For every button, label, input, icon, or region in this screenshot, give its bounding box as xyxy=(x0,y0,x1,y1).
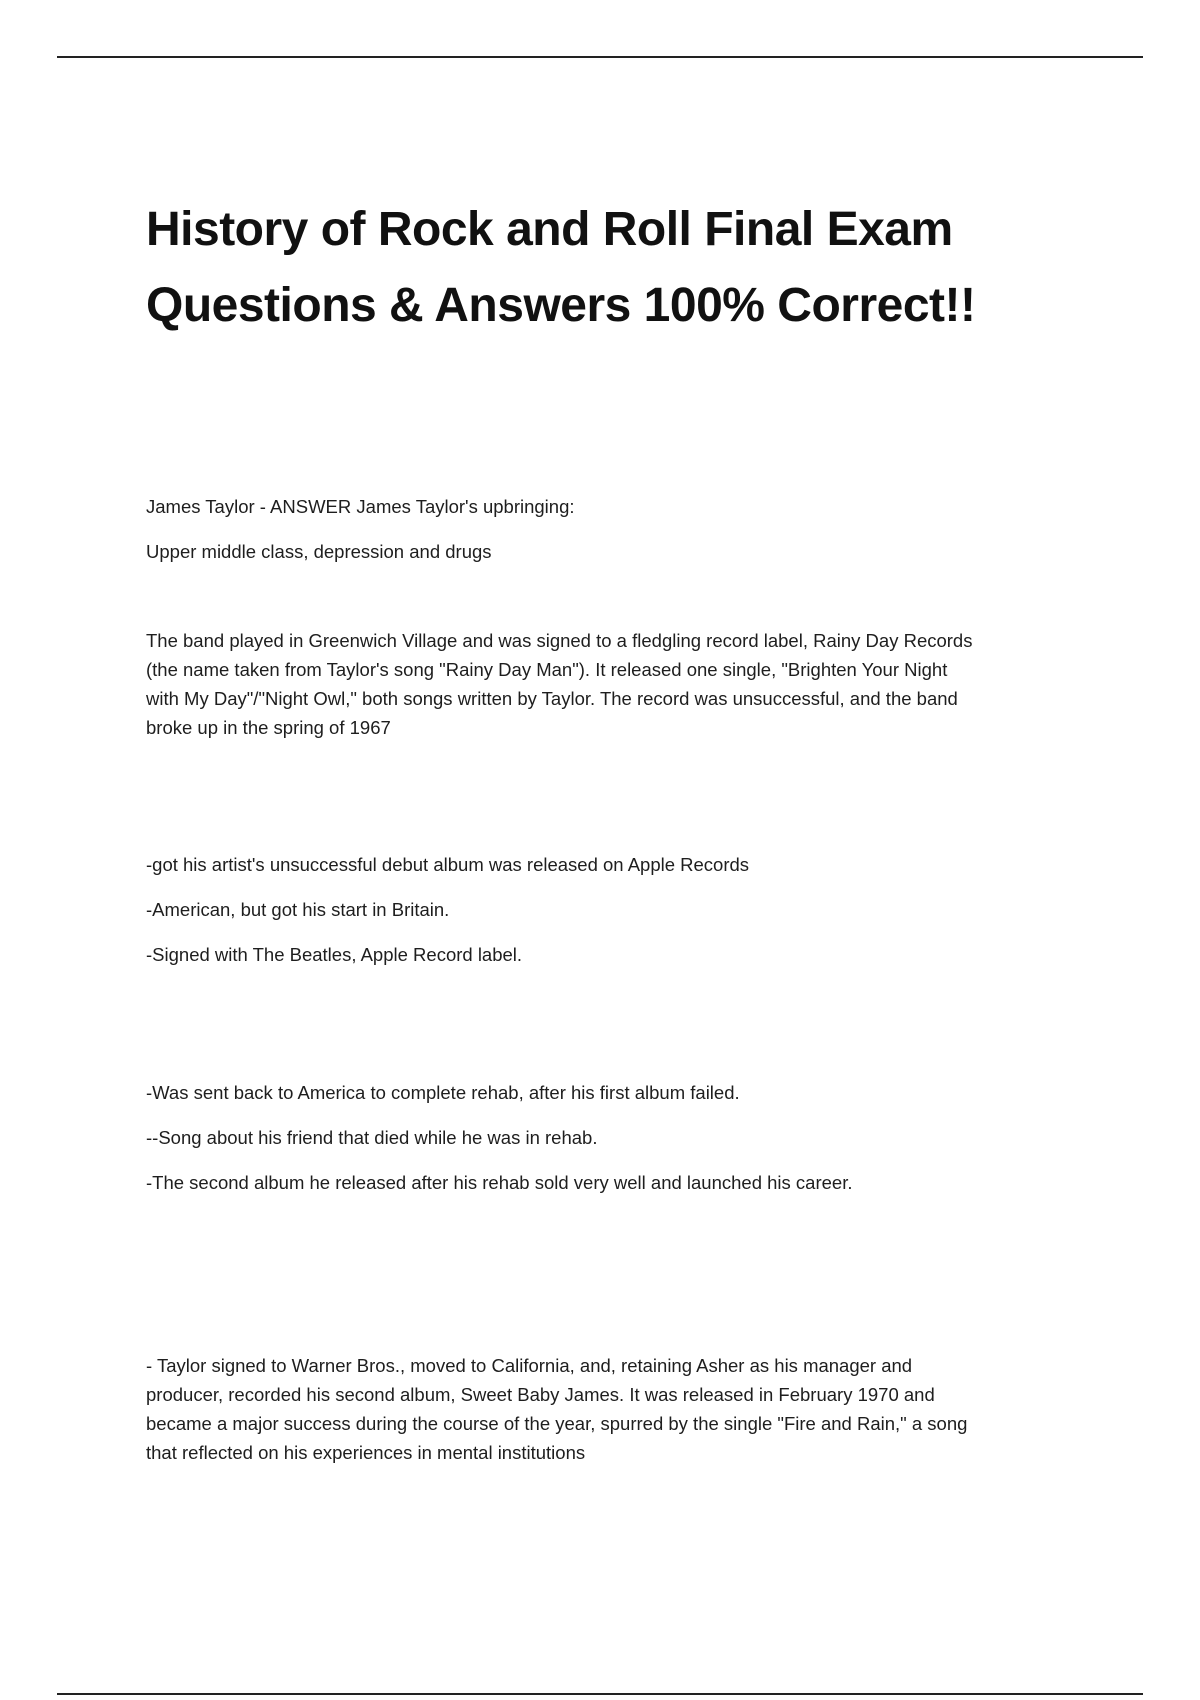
list-item: -The second album he released after his rehab sold very well and launched his career. xyxy=(146,1172,853,1193)
title-line-1: History of Rock and Roll Final Exam xyxy=(146,203,953,256)
document-title xyxy=(146,192,1106,344)
qa-question-line: James Taylor - ANSWER James Taylor's upbringing: xyxy=(146,496,575,517)
paragraph-line: became a major success during the course of the year, spurred by the single "Fire and Rain," a song xyxy=(146,1413,968,1434)
list-item: -American, but got his start in Britain. xyxy=(146,899,450,920)
qa-upbringing xyxy=(146,492,1046,582)
paragraph-line: broke up in the spring of 1967 xyxy=(146,717,391,738)
paragraph-warner-bros xyxy=(146,1351,1046,1467)
qa-answer-line: Upper middle class, depression and drugs xyxy=(146,541,492,562)
list-rehab xyxy=(146,1078,1046,1213)
list-item: --Song about his friend that died while he was in rehab. xyxy=(146,1127,598,1148)
paragraph-line: with My Day"/"Night Owl," both songs written by Taylor. The record was unsuccessful, and the band xyxy=(146,688,958,709)
bottom-rule xyxy=(57,1693,1143,1695)
paragraph-line: The band played in Greenwich Village and was signed to a fledgling record label, Rainy Day Records xyxy=(146,630,973,651)
paragraph-line: - Taylor signed to Warner Bros., moved to California, and, retaining Asher as his manager and xyxy=(146,1355,913,1376)
paragraph-band-history xyxy=(146,626,1046,742)
top-rule xyxy=(57,56,1143,58)
paragraph-line: (the name taken from Taylor's song "Rainy Day Man"). It released one single, "Brighten Your Night xyxy=(146,659,948,680)
list-apple-records xyxy=(146,850,1046,985)
paragraph-line: that reflected on his experiences in mental institutions xyxy=(146,1442,586,1463)
list-item: -got his artist's unsuccessful debut album was released on Apple Records xyxy=(146,854,750,875)
title-line-2: Questions & Answers 100% Correct!! xyxy=(146,279,976,332)
paragraph-line: producer, recorded his second album, Sweet Baby James. It was released in February 1970 and xyxy=(146,1384,935,1405)
list-item: -Was sent back to America to complete rehab, after his first album failed. xyxy=(146,1082,740,1103)
list-item: -Signed with The Beatles, Apple Record label. xyxy=(146,944,523,965)
